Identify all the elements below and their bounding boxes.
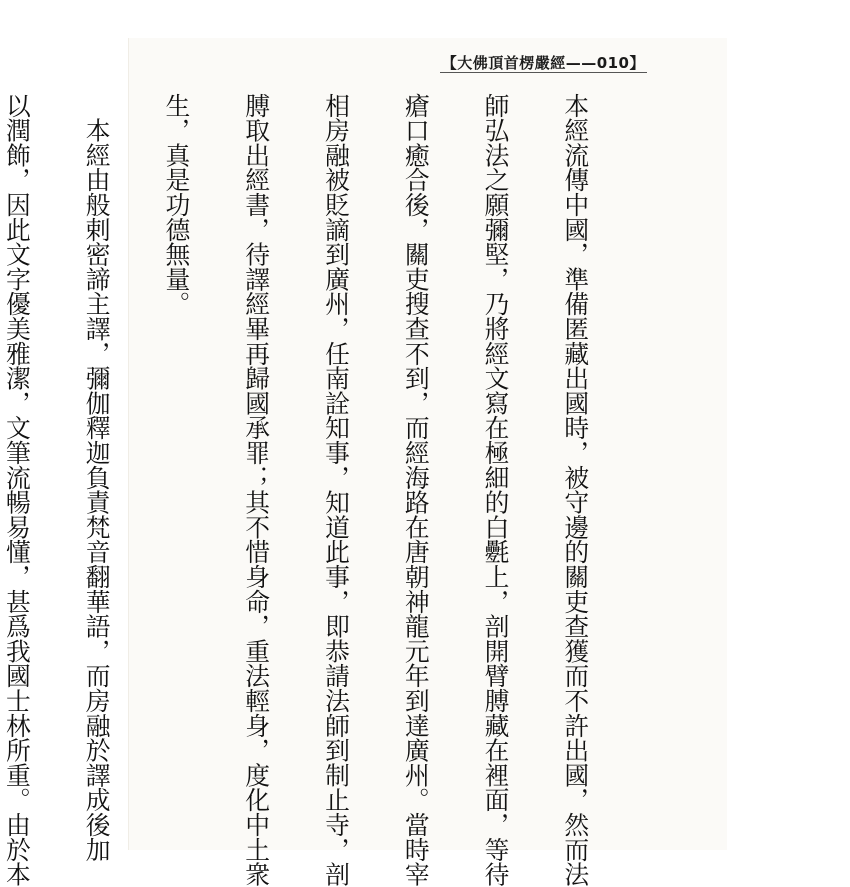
text-column: 相房融被貶謫到廣州，任南詮知事，知道此事，即恭請法師到制止寺，剖 [321,93,351,887]
body-text [0,93,641,887]
text-column: 生，真是功德無量。 [161,93,191,317]
running-header [442,52,645,73]
header-rule [440,72,647,73]
paragraph-start-column: 本經由般剌密諦主譯，彌伽釋迦負責梵音翻華語，而房融於譯成後加 [82,93,112,862]
text-column: 瘡口癒合後，關吏搜查不到，而經海路在唐朝神龍元年到達廣州。當時宰 [401,93,431,887]
text-column: 本經流傳中國，準備匿藏出國時，被守邊的關吏查獲而不許出國，然而法 [560,93,590,887]
text-column: 以潤飾，因此文字優美雅潔，文筆流暢易懂，甚爲我國士林所重。由於本 [2,93,32,887]
header-title: 【大佛頂首楞嚴經——010】 [441,54,645,72]
text-column: 膊取出經書，待譯經畢再歸國承罪；其不惜身命，重法輕身，度化中土衆 [241,93,271,887]
text-column: 師弘法之願彌堅，乃將經文寫在極細的白氎上，剖開臂膊藏在裡面，等待 [481,93,511,887]
